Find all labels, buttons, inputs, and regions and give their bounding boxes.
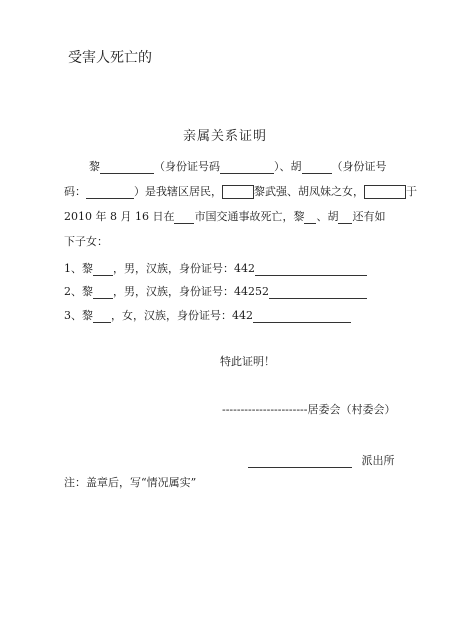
police-station-signature [248,454,395,468]
child-ethnic: 汉族 [146,262,168,275]
stamp-blank [248,455,352,468]
name-blank [93,286,113,299]
id-value: 442 [232,309,253,322]
text-segment: （身份证号码 [154,160,220,173]
id-label: 身份证号： [177,309,232,322]
id-blank [269,286,367,299]
text-segment: ）、胡 [274,160,302,173]
text-segment: 还有如 [352,210,386,223]
document-title: 亲属关系证明 [183,129,268,144]
blank-field [302,161,332,174]
text-segment: 于 [406,185,417,198]
blank-field [338,211,352,224]
id-blank [255,263,367,276]
id-label: 身份证号： [179,285,234,298]
blank-field [174,211,194,224]
child-ethnic: 汉族 [144,309,166,322]
text-segment: （身份证号 [331,160,387,173]
name-blank [93,263,113,276]
text-segment: 黎武强、胡凤妹之女， [254,185,364,198]
name-blank [93,310,111,323]
blank-field [304,211,316,224]
id-blank [253,310,351,323]
body-line-4: 下子女： [64,235,108,248]
text-segment: 码： [64,185,86,198]
text-segment: 2010 年 8 月 16 日在 [64,210,175,223]
boxed-blank [364,185,406,199]
document-heading: 受害人死亡的 [68,50,152,66]
child-row-1: 1、黎 ，男，汉族，身份证号：442 [64,262,367,276]
blank-field [220,161,274,174]
body-line-2 [64,185,417,199]
text-segment: 黎 [89,160,100,173]
child-ethnic: 汉族 [146,285,168,298]
text-segment: 市国交通事故死亡，黎 [194,210,305,223]
child-prefix: 2、黎 [64,285,93,298]
child-sex: 女 [122,309,133,322]
id-label: 身份证号： [179,262,234,275]
child-prefix: 3、黎 [64,309,93,322]
id-value: 442 [234,262,255,275]
body-line-3 [64,210,385,224]
boxed-blank [222,185,254,199]
blank-field [86,186,134,199]
child-prefix: 1、黎 [64,262,93,275]
certify-text: 特此证明！ [220,355,275,368]
police-station-label: 派出所 [361,454,395,467]
child-row-3: 3、黎 ，女，汉族，身份证号：442 [64,309,351,323]
child-row-2: 2、黎 ，男，汉族，身份证号：44252 [64,285,367,299]
body-line-1 [89,160,387,174]
text-segment: 、胡 [316,210,339,223]
child-sex: 男 [124,262,135,275]
id-value: 44252 [234,285,269,298]
committee-signature: -----------------------居委会（村委会） [222,403,396,416]
document-note: 注：盖章后，写“情况属实” [64,476,197,489]
child-sex: 男 [124,285,135,298]
text-segment: ）是我辖区居民， [134,185,222,198]
blank-field [100,161,154,174]
